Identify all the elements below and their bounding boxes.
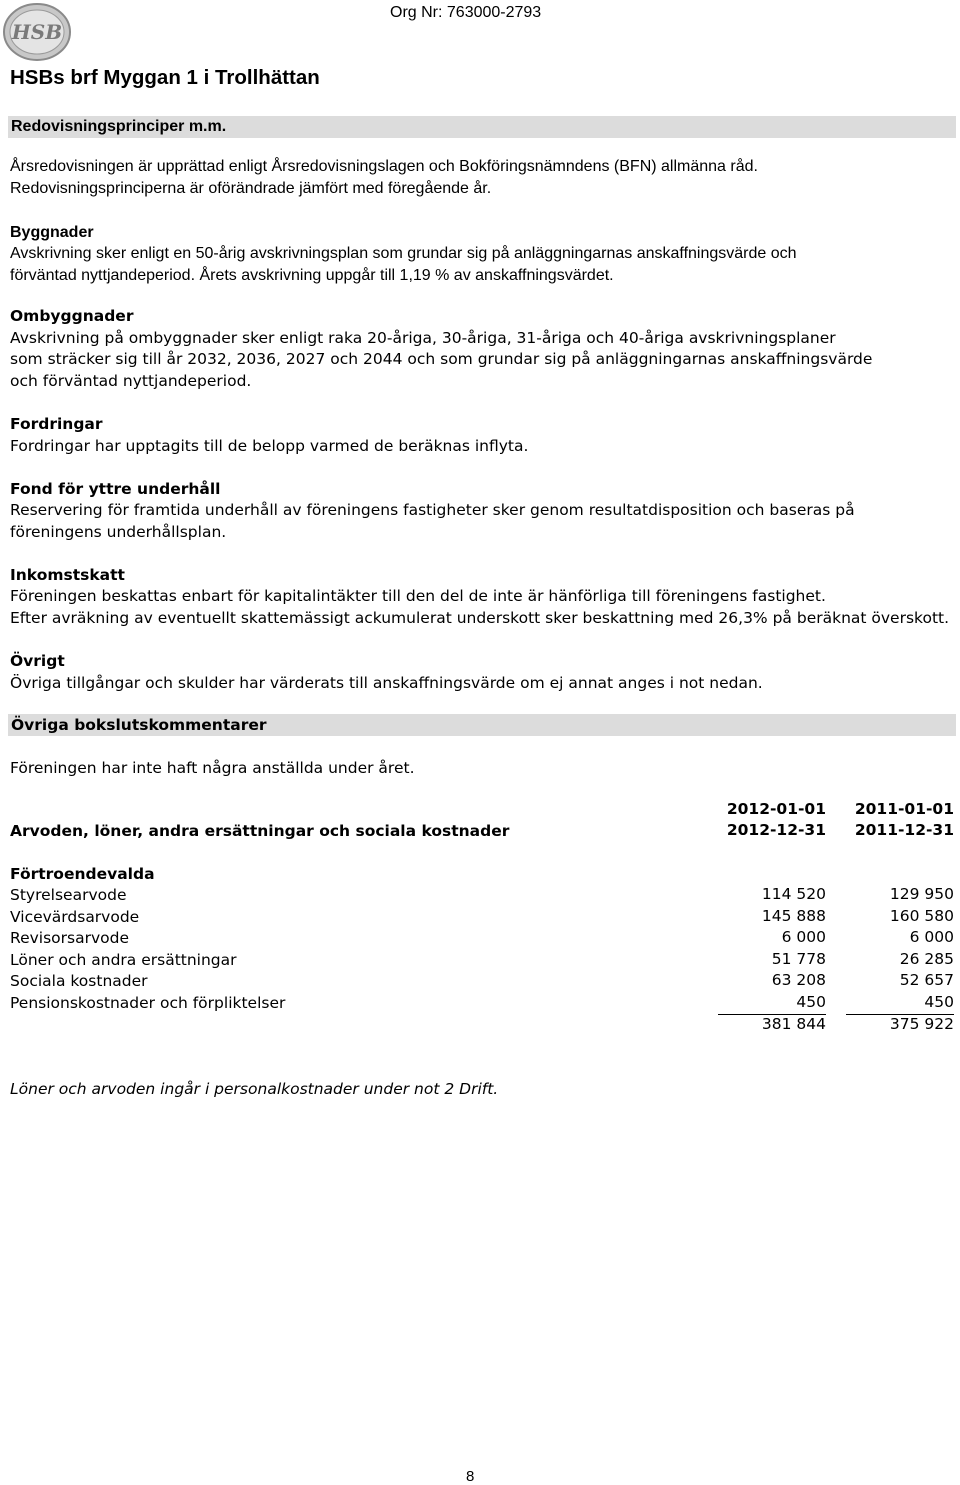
page-number: 8 [466,1468,475,1485]
table-cell-2011: 160 580 [889,907,954,925]
inkomstskatt-line-1: Föreningen beskattas enbart för kapitalintäkter till den del de inte är hänförliga till föreningens fastighet. [10,587,826,605]
total-2011: 375 922 [889,1015,954,1033]
table-row-label: Revisorsarvode [10,929,129,947]
table-cell-2011: 129 950 [889,885,954,903]
table-cell-2012: 450 [796,993,826,1011]
total-2012: 381 844 [761,1015,826,1033]
fond-line-2: föreningens underhållsplan. [10,523,227,541]
ombyggnader-line-3: och förväntad nyttjandeperiod. [10,372,252,390]
table-row-label: Löner och andra ersättningar [10,951,237,969]
fond-line-1: Reservering för framtida underhåll av föreningens fastigheter sker genom resultatdisposition och baseras på [10,501,855,519]
group-heading-fortroendevalda: Förtroendevalda [10,865,155,883]
table-row-label: Styrelsearvode [10,886,127,904]
document-title: HSBs brf Myggan 1 i Trollhättan [10,66,320,89]
ovrigt-line-1: Övriga tillgångar och skulder har värderats till anskaffningsvärde om ej annat anges i not nedan. [10,674,763,692]
table-row-label: Pensionskostnader och förpliktelser [10,994,286,1012]
section-heading-ovriga-bokslutskommentarer: Övriga bokslutskommentarer [8,714,956,736]
intro-line-2: Redovisningsprinciperna är oförändrade jämfört med föregående år. [10,180,492,197]
svg-text:HSB: HSB [11,20,63,44]
inkomstskatt-line-2: Efter avräkning av eventuellt skattemässigt ackumulerat underskott sker beskattning med 26,3% på beräknat överskott. [10,609,950,627]
table-cell-2011: 52 657 [899,971,954,989]
col-2012-to: 2012-12-31 [726,821,826,839]
col-2011-to: 2011-12-31 [854,821,954,839]
table-cell-2012: 6 000 [781,928,826,946]
ombyggnader-line-2: som sträcker sig till år 2032, 2036, 2027 och 2044 och som grundar sig på anläggningarnas anskaffningsvärde [10,350,873,368]
col-2011-from: 2011-01-01 [854,800,954,818]
subheading-fond: Fond för yttre underhåll [10,480,221,498]
section2-intro: Föreningen har inte haft några anställda under året. [10,759,415,777]
table-cell-2011: 6 000 [909,928,954,946]
table-cell-2012: 145 888 [761,907,826,925]
table-row-label: Vicevärdsarvode [10,908,140,926]
table-title: Arvoden, löner, andra ersättningar och sociala kostnader [10,822,510,840]
byggnader-line-1: Avskrivning sker enligt en 50-årig avskrivningsplan som grundar sig på anläggningarnas anskaffningsvärde och [10,245,797,262]
table-row-label: Sociala kostnader [10,972,148,990]
subheading-inkomstskatt: Inkomstskatt [10,566,125,584]
byggnader-line-2: förväntad nyttjandeperiod. Årets avskrivning uppgår till 1,19 % av anskaffningsvärdet. [10,267,614,284]
col-2012-from: 2012-01-01 [726,800,826,818]
table-cell-2012: 114 520 [761,885,826,903]
subheading-fordringar: Fordringar [10,415,103,433]
subheading-byggnader: Byggnader [10,224,94,241]
subheading-ovrigt: Övrigt [10,652,65,670]
footnote: Löner och arvoden ingår i personalkostnader under not 2 Drift. [10,1080,499,1098]
table-cell-2012: 63 208 [771,971,826,989]
hsb-logo [2,2,72,62]
intro-line-1: Årsredovisningen är upprättad enligt Årsredovisningslagen och Bokföringsnämndens (BFN) allmänna råd. [10,158,758,175]
section-heading-redovisningsprinciper: Redovisningsprinciper m.m. [8,116,956,138]
table-cell-2011: 450 [924,993,954,1011]
ombyggnader-line-1: Avskrivning på ombyggnader sker enligt raka 20-åriga, 30-åriga, 31-åriga och 40-åriga avskrivningsplaner [10,329,836,347]
fordringar-line-1: Fordringar har upptagits till de belopp varmed de beräknas inflyta. [10,437,529,455]
subheading-ombyggnader: Ombyggnader [10,307,134,325]
table-cell-2012: 51 778 [771,950,826,968]
org-number: Org Nr: 763000-2793 [390,4,542,21]
table-cell-2011: 26 285 [899,950,954,968]
